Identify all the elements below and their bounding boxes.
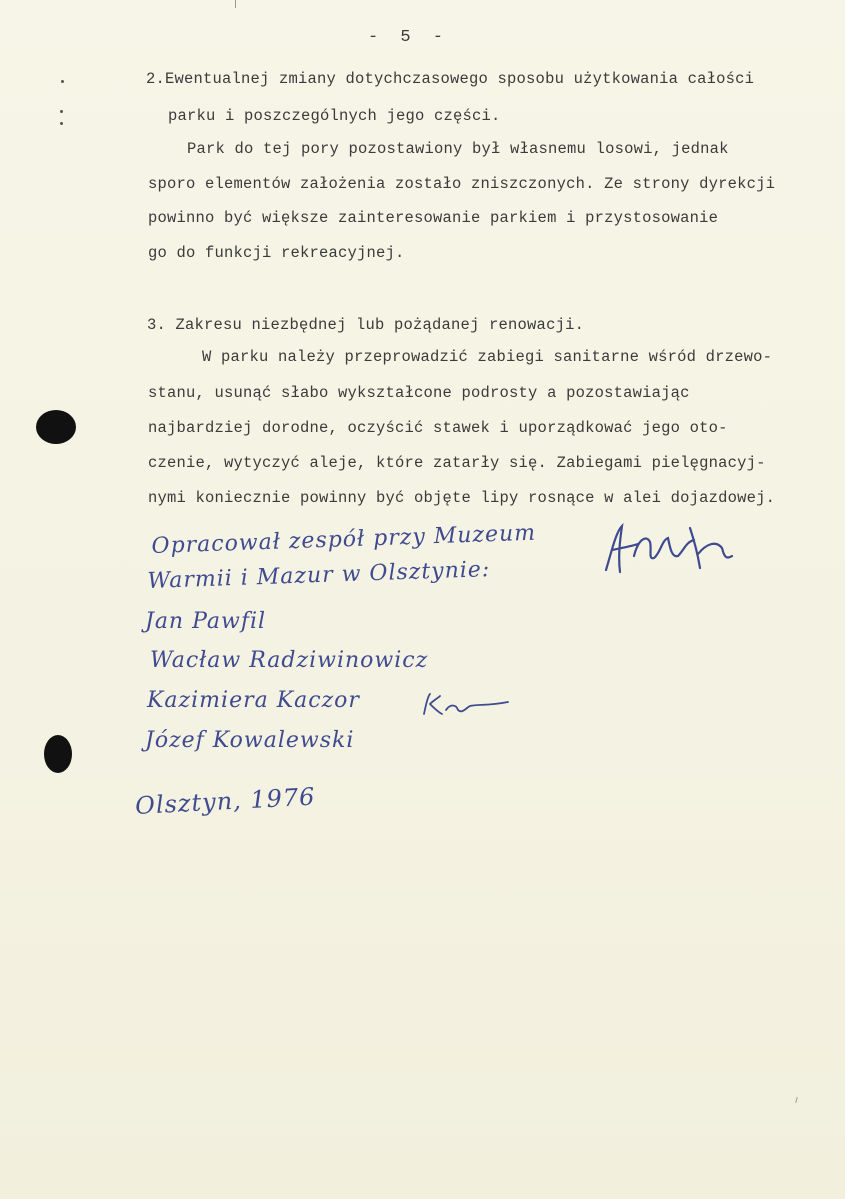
handwritten-name: Wacław Radziwinowicz <box>150 648 429 673</box>
section3-body-line: czenie, wytyczyć aleje, które zatarły się. Zabiegami pielęgnacyj- <box>148 454 766 472</box>
handwritten-name: Kazimiera Kaczor <box>147 688 360 713</box>
section2-heading-line1: 2.Ewentualnej zmiany dotychczasowego sposobu użytkowania całości <box>146 70 755 88</box>
handwritten-prepared-line1: Opracował zespół przy Muzeum <box>151 520 537 559</box>
handwritten-prepared-line2: Warmii i Mazur w Olsztynie: <box>147 557 491 594</box>
section2-body-line: powinno być większe zainteresowanie parkiem i przystosowanie <box>148 209 719 227</box>
section3-body-line: nymi koniecznie powinny być objęte lipy rosnące w alei dojazdowej. <box>148 489 776 507</box>
punch-hole <box>36 410 76 444</box>
section3-body-line: najbardziej dorodne, oczyścić stawek i uporządkować jego oto- <box>148 419 728 437</box>
section2-body-line: go do funkcji rekreacyjnej. <box>148 244 405 262</box>
section3-body-line: W parku należy przeprowadzić zabiegi sanitarne wśród drzewo- <box>202 348 773 366</box>
handwritten-name: Józef Kowalewski <box>145 728 355 753</box>
section3-body-line: stanu, usunąć słabo wykształcone podrosty a pozostawiając <box>148 384 690 402</box>
section2-heading-line2: parku i poszczególnych jego części. <box>168 107 501 125</box>
punch-hole <box>44 735 72 773</box>
bottom-speck <box>795 1097 798 1103</box>
handwritten-name: Jan Pawfil <box>145 609 267 634</box>
margin-speck <box>61 80 64 83</box>
page-number: - 5 - <box>368 28 450 47</box>
handwritten-place-date: Olsztyn, 1976 <box>134 782 317 820</box>
initials-scribble <box>418 690 518 720</box>
margin-speck <box>60 122 63 125</box>
section3-heading: 3. Zakresu niezbędnej lub pożądanej renowacji. <box>147 316 585 334</box>
signature-scribble <box>598 520 748 580</box>
margin-speck <box>60 110 63 113</box>
top-tick-mark <box>235 0 236 8</box>
section2-body-line: sporo elementów założenia zostało zniszczonych. Ze strony dyrekcji <box>148 175 776 193</box>
section2-body-line: Park do tej pory pozostawiony był własnemu losowi, jednak <box>187 140 729 158</box>
